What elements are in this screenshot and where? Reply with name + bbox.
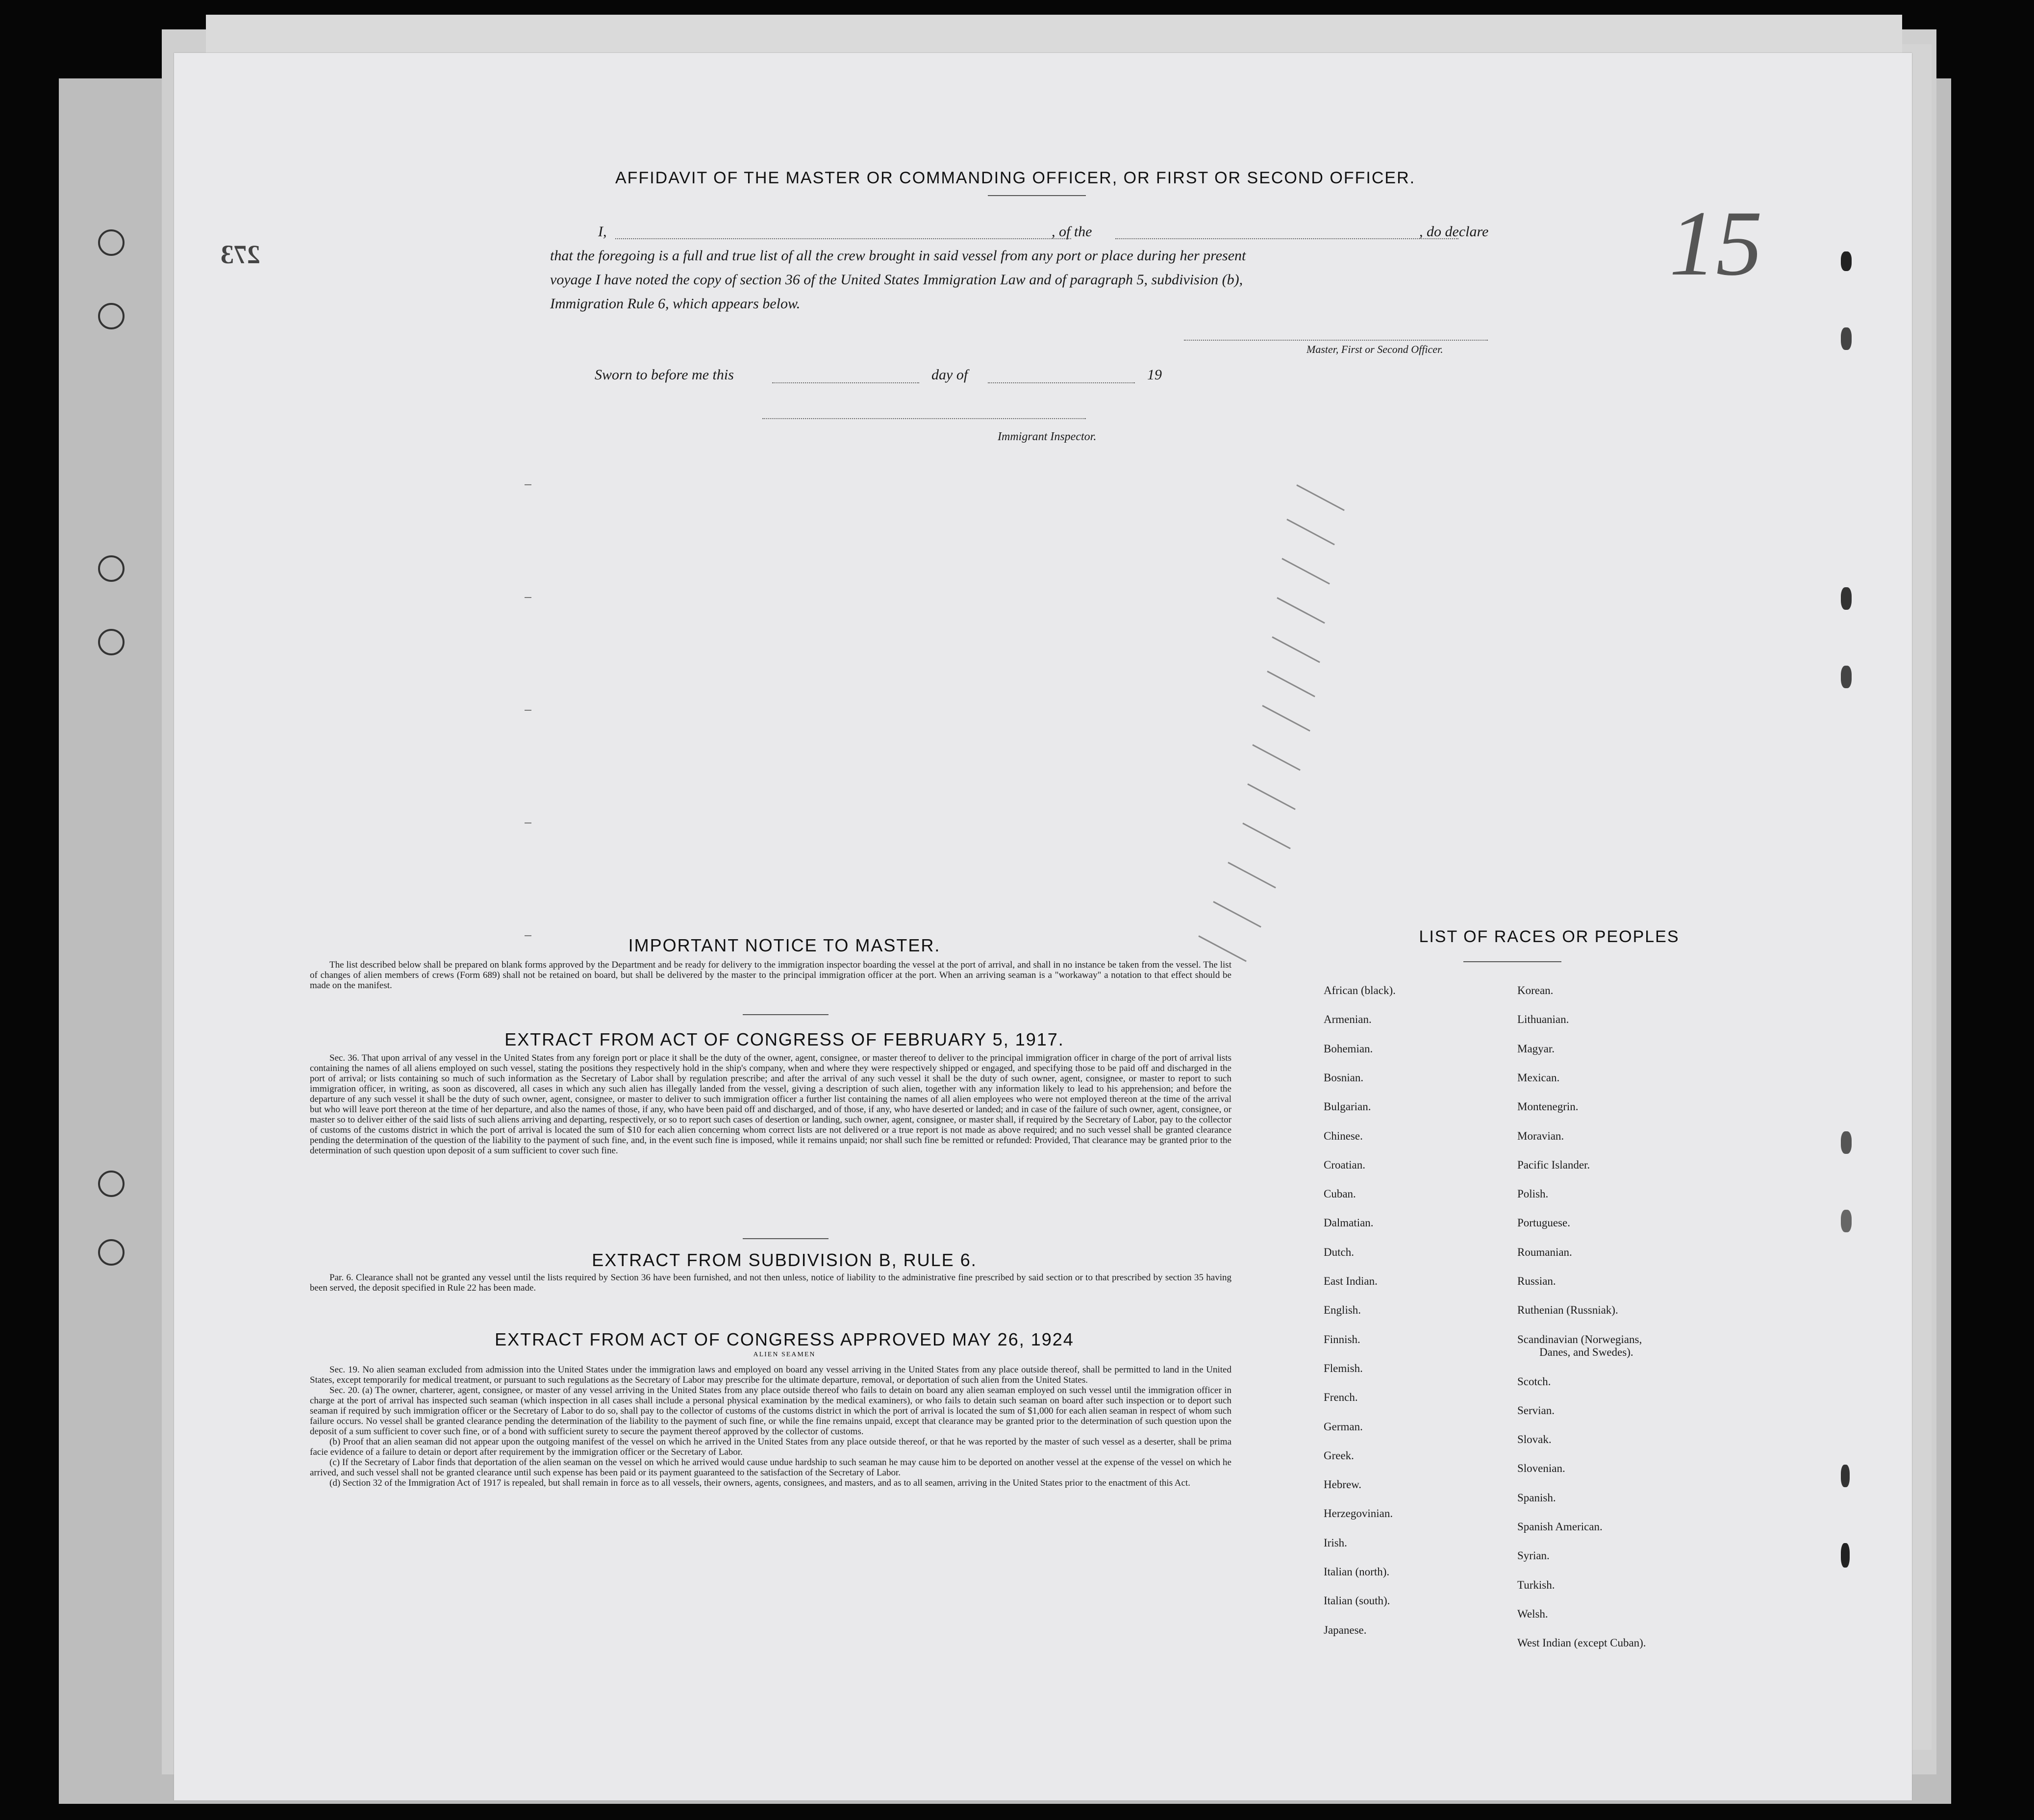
inspector-blank [762,418,1086,419]
race-item: Roumanian. [1517,1246,1572,1258]
notice-text [310,960,1231,991]
rule6-paragraph: Par. 6. Clearance shall not be granted any vessel until the lists required by Section 36 have been furnished, and not then unless, notice of liability to the administrative fine prescribed by said section or to that prescribed by section 35 having been served, the deposit specified in Rule 22 has been made. [310,1272,1231,1293]
race-item: Cuban. [1324,1188,1356,1200]
punch-hole-icon [98,1239,125,1266]
race-item: Japanese. [1324,1623,1367,1636]
punch-hole-icon [98,555,125,582]
faint-mark [1262,705,1310,731]
race-item: Russian. [1517,1275,1556,1287]
clip-mark-icon [1841,1465,1850,1487]
clip-mark-icon [1841,587,1852,610]
punch-hole-icon [98,303,125,329]
race-item: Armenian. [1324,1013,1372,1026]
race-item: Mexican. [1517,1071,1560,1084]
faint-mark [1242,823,1291,849]
affidavit-line-3: voyage I have noted the copy of section 36 of the United States Immigration Law and of paragraph 5, subdivision (b), [550,272,1243,288]
race-item: Italian (south). [1324,1595,1390,1607]
year-prefix: 19 [1147,367,1162,383]
race-item: East Indian. [1324,1275,1378,1287]
extract-1924-title: EXTRACT FROM ACT OF CONGRESS APPROVED MAY 26, 1924 [495,1329,1074,1349]
extract-1917-text [310,1053,1231,1156]
race-item: Ruthenian (Russniak). [1517,1304,1618,1317]
punch-hole-icon [98,1171,125,1197]
affidavit-of-the: , of the [1052,224,1092,240]
race-item: Scotch. [1517,1375,1551,1388]
manifest-page [174,53,1912,1800]
clip-mark-icon [1841,1131,1852,1154]
affidavit-line-2: that the foregoing is a full and true list of all the crew brought in said vessel from any port or place during her present [550,248,1246,264]
race-item: Spanish. [1517,1491,1556,1504]
faint-mark [1286,519,1335,545]
race-item: Chinese. [1324,1129,1363,1142]
section-20d-paragraph: (d) Section 32 of the Immigration Act of 1917 is repealed, but shall remain in force as to all vessels, their owners, agents, consignees, and masters, and as to all seamen, arriving in the United States prior to the enactment of this Act. [329,1478,1190,1488]
punch-hole-icon [98,229,125,256]
notice-title: IMPORTANT NOTICE TO MASTER. [628,935,941,955]
race-item: Welsh. [1517,1607,1548,1620]
divider [1463,961,1561,962]
race-item: Bulgarian. [1324,1100,1371,1113]
divider [743,1238,829,1239]
section-20a-paragraph: Sec. 20. (a) The owner, charterer, agent, consignee, or master of any vessel arriving in the United States from any place outside thereof who fails to detain on board any alien seaman employed on such vessel until the immigration officer in charge at the port of arrival has inspected such seaman (which inspection in all cases shall include a personal physical examination by the medical examiners), or who fails to detain such seaman on board after such inspection or to deport such seaman if required by such immigration officer or the Secretary of Labor to do so, shall pay to the collector of customs of the customs district in which the port of arrival is located the sum of $1,000 for each alien seaman in respect of whom such failure occurs. No vessel shall be granted clearance pending the determination of the liability to the payment of such fine, or while the fine remains unpaid, except that clearance may be granted prior to the determination of such question upon the deposit of a sum sufficient to cover such fine, or of a bond with sufficient surety to secure the payment thereof approved by the collector of customs. [310,1385,1231,1437]
race-item: Magyar. [1517,1042,1555,1055]
race-item: Greek. [1324,1449,1354,1462]
section-20b-paragraph: (b) Proof that an alien seaman did not appear upon the outgoing manifest of the vessel on which he arrived in the United States from any place outside thereof, or that he was reported by the master of such vessel as a deserter, shall be prima facie evidence of a failure to detain or deport after requirement by the immigration officer or the Secretary of Labor. [310,1437,1231,1457]
vessel-blank [1115,238,1458,239]
race-item: Italian (north). [1324,1566,1390,1578]
affidavit-line-4: Immigration Rule 6, which appears below. [550,296,801,312]
race-item: Hebrew. [1324,1478,1362,1491]
affidavit-i: I, [598,224,607,240]
race-item: Lithuanian. [1517,1013,1569,1026]
race-item: Bosnian. [1324,1071,1364,1084]
extract-rule6-text [310,1272,1231,1293]
signature-blank [1184,340,1488,341]
faint-mark [1267,671,1315,697]
race-item: Korean. [1517,984,1554,997]
race-item: Slovenian. [1517,1462,1565,1475]
section-19-paragraph: Sec. 19. No alien seaman excluded from admission into the United States under the immigration laws and employed on board any vessel arriving in the United States from any place outside thereof, shall be permitted to land in the United States, except temporarily for medical treatment, or pursuant to such regulations as the Secretary of Labor may prescribe for the ultimate departure, removal, or deportation of such alien from the United States. [310,1365,1231,1385]
clip-mark-icon [1841,251,1852,271]
extract-1924-text [310,1365,1231,1488]
faint-mark [525,484,531,485]
faint-mark [1272,636,1320,663]
affidavit-do-declare: , do declare [1419,224,1489,240]
day-of-text: day of [931,367,968,383]
inspector-caption: Immigrant Inspector. [998,430,1097,443]
faint-mark [525,710,531,711]
sworn-text: Sworn to before me this [595,367,734,383]
clip-mark-icon [1841,1543,1850,1568]
race-item: Dutch. [1324,1246,1354,1258]
section-20c-paragraph: (c) If the Secretary of Labor finds that deportation of the alien seaman on the vessel on which he arrived would cause undue hardship to such seaman he may cause him to be deported on another vessel at the expense of the vessel on which he arrived, and such vessel shall not be granted clearance until such expense has been paid or its payment guaranteed to the satisfaction of the Secretary of Labor. [310,1457,1231,1478]
race-item: Syrian. [1517,1549,1550,1562]
faint-mark [1198,935,1247,962]
race-item: West Indian (except Cuban). [1517,1637,1646,1649]
month-blank [988,382,1135,383]
notice-paragraph: The list described below shall be prepared on blank forms approved by the Department and be ready for delivery to the immigration inspector boarding the vessel at the port of arrival, and shall in no instance be taken from the vessel. The list of changes of alien members of crews (Form 689) shall not be retained on board, but shall be delivered by the master to the principal immigration officer at the port. When an arriving seaman is a "workaway" a notation to that effect should be made on the manifest. [310,960,1231,991]
day-blank [772,382,919,383]
clip-mark-icon [1841,1210,1852,1232]
faint-mark [1228,862,1276,888]
faint-mark [1247,783,1296,810]
race-item: Flemish. [1324,1362,1363,1374]
race-item: Servian. [1517,1404,1555,1417]
race-item: Irish. [1324,1536,1347,1549]
race-item: Moravian. [1517,1129,1564,1142]
faint-mark [1252,744,1301,771]
faint-mark [1277,597,1325,623]
extract-1924-subtitle: ALIEN SEAMEN [753,1351,816,1358]
race-item: Dalmatian. [1324,1217,1374,1229]
faint-mark [1296,484,1345,511]
race-item: Turkish. [1517,1578,1555,1591]
clip-mark-icon [1841,327,1852,350]
master-caption: Master, First or Second Officer. [1306,343,1443,355]
race-item: Pacific Islander. [1517,1158,1590,1171]
section-36-paragraph: Sec. 36. That upon arrival of any vessel in the United States from any foreign port or place it shall be the duty of the owner, agent, consignee, or master thereof to deliver to the principal immigration officer in charge of the port of arrival lists containing the names of all aliens employed on such vessel, stating the positions they respectively hold in the ship's company, when and where they were respectively shipped or engaged, and specifying those to be paid off and discharged in the port of arrival; or lists containing so much of such information as the Secretary of Labor shall by regulation prescribe; and after the arrival of any such vessel it shall be the duty of such owner, agent, consignee, or master to report to such immigration officer, in writing, as soon as discovered, all cases in which any such alien has illegally landed from the vessel, giving a description of such alien, together with any information likely to lead to his apprehension; and before the departure of any such vessel it shall be the duty of such owner, agent, consignee, or master to deliver to such immigration officer a further list containing the names of all alien employees who were not employed thereon at the time of the arrival but who will leave port thereon at the time of her departure, and also the names of those, if any, who have been paid off and discharged, and of those, if any, who have deserted or landed; and in case of the failure of such owner, agent, consignee, or master so to deliver either of the said lists of such aliens arriving and departing, respectively, or so to report such cases of desertion or landing, such owner, agent, consignee, or master shall, if required by the Secretary of Labor, pay to the collector of customs of the customs district in which the port of arrival is located the sum of $10 for each alien concerning whom correct lists are not delivered or a true report is not made as above required; and no such vessel shall be granted clearance pending the determination of the question of the liability to the payment of such fine, and, in the event such fine is imposed, while it remains unpaid; nor shall such fine be remitted or refunded: Provided, That clearance may be granted prior to the determination of such question upon deposit of a sum sufficient to cover such fine. [310,1053,1231,1156]
name-blank [615,238,1071,239]
race-item: Croatian. [1324,1158,1365,1171]
race-item: Polish. [1517,1188,1549,1200]
clip-mark-icon [1841,666,1852,688]
faint-mark [1281,558,1330,584]
race-item: Danes, and Swedes). [1539,1346,1633,1359]
faint-mark [1213,901,1261,927]
race-item: French. [1324,1391,1358,1404]
handwritten-mark: 15 [1669,192,1762,295]
races-title: LIST OF RACES OR PEOPLES [1419,927,1680,946]
race-item: African (black). [1324,984,1396,997]
extract-rule6-title: EXTRACT FROM SUBDIVISION B, RULE 6. [592,1250,977,1270]
extract-1917-title: EXTRACT FROM ACT OF CONGRESS OF FEBRUARY 5, 1917. [504,1029,1064,1049]
race-item: Montenegrin. [1517,1100,1579,1113]
punch-hole-icon [98,629,125,655]
race-item: Finnish. [1324,1333,1360,1346]
race-item: Herzegovinian. [1324,1507,1393,1520]
divider [988,195,1086,196]
race-item: German. [1324,1420,1363,1433]
affidavit-title: AFFIDAVIT OF THE MASTER OR COMMANDING OFFICER, OR FIRST OR SECOND OFFICER. [615,169,1416,187]
faint-mark [525,597,531,598]
race-item: English. [1324,1304,1361,1317]
stamp-number: 273 [221,240,260,269]
race-item: Spanish American. [1517,1521,1603,1533]
race-item: Scandinavian (Norwegians, [1517,1333,1642,1346]
divider [743,1014,829,1015]
race-item: Portuguese. [1517,1217,1570,1229]
race-item: Slovak. [1517,1433,1552,1446]
race-item: Bohemian. [1324,1042,1373,1055]
